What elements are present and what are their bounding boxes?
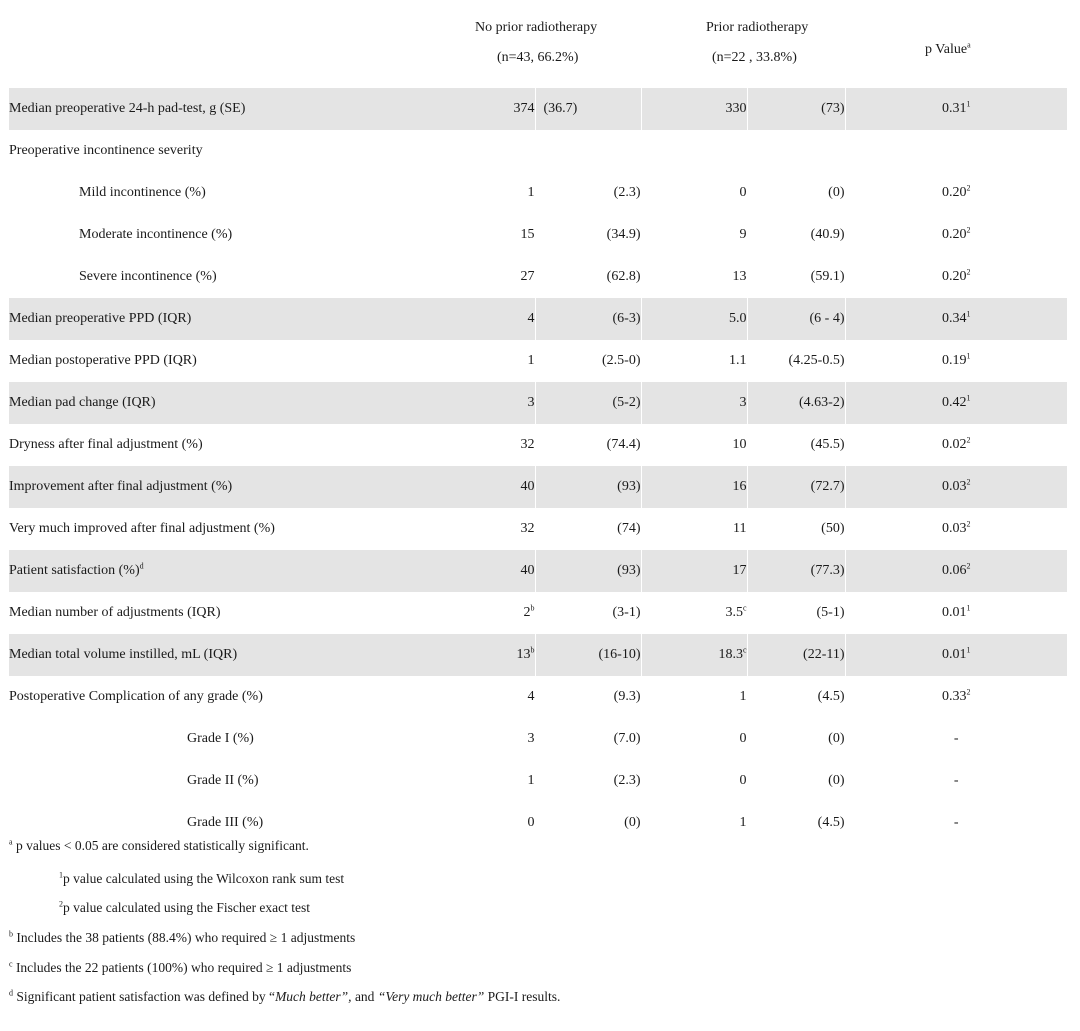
prior-rt-value-cell	[641, 172, 747, 214]
row-label-text: Grade I (%)	[187, 731, 254, 746]
p-value-cell	[845, 382, 1067, 424]
no-rt-spread-cell	[535, 172, 641, 214]
table-row	[9, 466, 1067, 508]
prior-rt-spread: (4.25-0.5)	[788, 353, 845, 368]
p-value-cell	[845, 130, 1067, 172]
footnote-2-text: p value calculated using the Fischer exact test	[63, 900, 311, 915]
prior-rt-spread: (45.5)	[810, 437, 845, 452]
prior-rt-spread-cell	[747, 172, 845, 214]
table-row	[9, 508, 1067, 550]
table-row	[9, 592, 1067, 634]
no-rt-value: 4	[527, 689, 535, 704]
table-row	[9, 88, 1067, 130]
no-rt-spread-cell	[535, 550, 641, 592]
row-label-text: Very much improved after final adjustment (%)	[9, 521, 275, 536]
p-value: -	[953, 731, 959, 746]
no-rt-value-cell	[465, 592, 535, 634]
no-rt-spread-cell	[535, 634, 641, 676]
no-rt-spread-cell	[535, 256, 641, 298]
footnote-2-mark: 2	[59, 899, 63, 909]
prior-rt-value: 1	[739, 815, 747, 830]
no-rt-spread-cell	[535, 214, 641, 256]
p-value-test-mark: 1	[966, 603, 971, 613]
table-row	[9, 718, 1067, 760]
row-label-text: Grade II (%)	[187, 773, 259, 788]
footnote-a	[9, 838, 309, 854]
group1-n: (n=43, 66.2%)	[497, 50, 579, 65]
p-value-test-mark: 1	[966, 351, 971, 361]
prior-rt-spread-cell	[747, 298, 845, 340]
footnote-c-text: Includes the 22 patients (100%) who required ≥ 1 adjustments	[12, 960, 352, 975]
table-row	[9, 382, 1067, 424]
prior-rt-spread: (4.5)	[817, 815, 845, 830]
prior-rt-spread: (0)	[828, 185, 845, 200]
p-value-test-mark: 1	[966, 393, 971, 403]
p-value: 0.19	[942, 353, 967, 368]
p-value-header	[925, 42, 971, 58]
row-label-text: Postoperative Complication of any grade (%)	[9, 689, 263, 704]
row-label-text: Median postoperative PPD (IQR)	[9, 353, 197, 368]
table-row	[9, 760, 1067, 802]
footnote-b-text: Includes the 38 patients (88.4%) who required ≥ 1 adjustments	[13, 930, 356, 945]
table-row	[9, 634, 1067, 676]
prior-rt-spread-cell	[747, 130, 845, 172]
no-rt-spread-cell	[535, 298, 641, 340]
no-rt-value-cell	[465, 214, 535, 256]
prior-rt-value: 3	[739, 395, 747, 410]
no-rt-spread: (62.8)	[606, 269, 641, 284]
row-label	[9, 676, 465, 718]
prior-rt-value: 0	[739, 773, 747, 788]
prior-rt-spread-cell	[747, 802, 845, 844]
p-value-cell	[845, 802, 1067, 844]
no-rt-value: 1	[527, 353, 535, 368]
group2-n: (n=22 , 33.8%)	[712, 50, 797, 65]
no-rt-value: 2	[523, 605, 531, 620]
no-rt-spread: (7.0)	[613, 731, 641, 746]
prior-rt-value: 17	[732, 563, 747, 578]
no-rt-spread-cell	[535, 802, 641, 844]
row-label-text: Median preoperative PPD (IQR)	[9, 311, 192, 326]
table-row	[9, 676, 1067, 718]
no-rt-value-cell	[465, 424, 535, 466]
p-value: 0.20	[942, 269, 967, 284]
prior-rt-spread-cell	[747, 424, 845, 466]
p-value-cell	[845, 340, 1067, 382]
prior-rt-value: 0	[739, 185, 747, 200]
no-rt-spread: (93)	[617, 479, 641, 494]
no-rt-value-cell	[465, 88, 535, 130]
footnote-d-mark: d	[9, 988, 13, 998]
prior-rt-spread: (22-11)	[803, 647, 845, 662]
footnote-d-text-1: Significant patient satisfaction was defined by “	[13, 989, 276, 1004]
p-value: 0.34	[942, 311, 967, 326]
prior-rt-value-footnote-mark: c	[742, 645, 747, 655]
prior-rt-value-cell	[641, 592, 747, 634]
row-label-text: Grade III (%)	[187, 815, 264, 830]
prior-rt-value: 330	[725, 101, 747, 116]
p-value: 0.42	[942, 395, 967, 410]
prior-rt-value-cell	[641, 718, 747, 760]
no-rt-spread: (0)	[624, 815, 641, 830]
footnote-d	[9, 989, 560, 1005]
row-label	[9, 718, 465, 760]
prior-rt-value-cell	[641, 634, 747, 676]
p-value: 0.03	[942, 521, 967, 536]
prior-rt-value: 11	[733, 521, 747, 536]
no-rt-value: 40	[520, 479, 535, 494]
row-label-text: Dryness after final adjustment (%)	[9, 437, 203, 452]
no-rt-spread: (2.5-0)	[602, 353, 641, 368]
prior-rt-spread-cell	[747, 508, 845, 550]
no-rt-value-cell	[465, 676, 535, 718]
footnote-1-mark: 1	[59, 870, 63, 880]
no-rt-spread-cell	[535, 340, 641, 382]
footnote-b	[9, 930, 355, 946]
prior-rt-value-cell	[641, 298, 747, 340]
prior-rt-value-footnote-mark: c	[742, 603, 747, 613]
no-rt-spread-cell	[535, 424, 641, 466]
footnote-a-text: p values < 0.05 are considered statistically significant.	[12, 838, 309, 853]
no-rt-spread-cell	[535, 718, 641, 760]
p-value-test-mark: 2	[966, 267, 971, 277]
prior-rt-value-cell	[641, 382, 747, 424]
prior-rt-spread-cell	[747, 214, 845, 256]
no-rt-value: 0	[527, 815, 535, 830]
table-row	[9, 256, 1067, 298]
footnote-d-italic-1: Much better”,	[275, 989, 352, 1004]
no-rt-value-cell	[465, 550, 535, 592]
table-row	[9, 172, 1067, 214]
p-value: 0.02	[942, 437, 967, 452]
row-label	[9, 172, 465, 214]
footnote-c-mark: c	[9, 959, 13, 969]
no-rt-value-cell	[465, 802, 535, 844]
no-rt-value: 32	[520, 521, 535, 536]
prior-rt-value: 9	[739, 227, 747, 242]
row-label	[9, 298, 465, 340]
no-rt-spread-cell	[535, 130, 641, 172]
no-rt-value: 27	[520, 269, 535, 284]
prior-rt-spread-cell	[747, 550, 845, 592]
results-table-body	[9, 88, 1067, 844]
no-rt-spread-cell	[535, 592, 641, 634]
row-label	[9, 256, 465, 298]
p-value-cell	[845, 466, 1067, 508]
prior-rt-value: 1.1	[729, 353, 747, 368]
no-rt-value-cell	[465, 130, 535, 172]
p-value-test-mark: 2	[966, 183, 971, 193]
no-rt-value-footnote-mark: b	[530, 645, 535, 655]
row-label	[9, 88, 465, 130]
no-rt-spread: (5-2)	[612, 395, 641, 410]
row-label	[9, 550, 465, 592]
row-label	[9, 382, 465, 424]
no-rt-value-cell	[465, 298, 535, 340]
p-value: -	[953, 815, 959, 830]
table-row	[9, 298, 1067, 340]
prior-rt-spread: (4.5)	[817, 689, 845, 704]
prior-rt-spread: (50)	[821, 521, 845, 536]
footnote-1	[59, 871, 344, 887]
p-value-test-mark: 1	[966, 645, 971, 655]
prior-rt-value: 18.3	[718, 647, 743, 662]
p-value-cell	[845, 508, 1067, 550]
no-rt-spread: (34.9)	[606, 227, 641, 242]
no-rt-spread: (9.3)	[613, 689, 641, 704]
table-row	[9, 130, 1067, 172]
no-rt-value: 40	[520, 563, 535, 578]
prior-rt-value: 5.0	[729, 311, 747, 326]
p-value-cell	[845, 676, 1067, 718]
footnote-c	[9, 960, 351, 976]
prior-rt-value: 1	[739, 689, 747, 704]
p-value-cell	[845, 172, 1067, 214]
p-value: 0.20	[942, 227, 967, 242]
p-value-test-mark: 2	[966, 477, 971, 487]
prior-rt-spread: (72.7)	[810, 479, 845, 494]
prior-rt-value: 0	[739, 731, 747, 746]
p-value: 0.06	[942, 563, 967, 578]
no-rt-value: 13	[516, 647, 531, 662]
prior-rt-value-cell	[641, 88, 747, 130]
prior-rt-value: 3.5	[725, 605, 743, 620]
footnote-d-italic-2: “Very much better”	[377, 989, 485, 1004]
no-rt-spread-cell	[535, 676, 641, 718]
prior-rt-spread-cell	[747, 382, 845, 424]
prior-rt-value: 16	[732, 479, 747, 494]
no-rt-spread: (2.3)	[613, 773, 641, 788]
row-label-text: Patient satisfaction (%)	[9, 563, 140, 578]
no-rt-value-cell	[465, 340, 535, 382]
p-value-cell	[845, 298, 1067, 340]
prior-rt-spread: (5-1)	[816, 605, 845, 620]
prior-rt-value-cell	[641, 424, 747, 466]
footnote-b-mark: b	[9, 929, 13, 939]
no-rt-value-cell	[465, 466, 535, 508]
no-rt-value-cell	[465, 760, 535, 802]
p-value-footnote-mark: a	[967, 40, 971, 50]
no-rt-spread: (74)	[617, 521, 641, 536]
p-value: -	[953, 773, 959, 788]
p-value-cell	[845, 550, 1067, 592]
row-label-text: Improvement after final adjustment (%)	[9, 479, 233, 494]
prior-rt-spread: (4.63-2)	[799, 395, 845, 410]
no-rt-spread: (16-10)	[598, 647, 641, 662]
prior-rt-spread-cell	[747, 676, 845, 718]
no-rt-value: 3	[527, 395, 535, 410]
prior-rt-spread-cell	[747, 256, 845, 298]
prior-rt-spread-cell	[747, 718, 845, 760]
prior-rt-spread: (73)	[821, 101, 845, 116]
p-value-cell	[845, 256, 1067, 298]
no-rt-value-cell	[465, 256, 535, 298]
no-rt-value: 1	[527, 185, 535, 200]
footnote-d-text-2: and	[351, 989, 378, 1004]
no-rt-spread-cell	[535, 760, 641, 802]
row-label	[9, 592, 465, 634]
p-value-label: p Value	[925, 42, 968, 57]
results-table	[9, 88, 1067, 844]
no-rt-value-cell	[465, 382, 535, 424]
row-label	[9, 634, 465, 676]
row-label	[9, 508, 465, 550]
table-header	[0, 0, 1080, 86]
row-label	[9, 760, 465, 802]
prior-rt-value-cell	[641, 340, 747, 382]
no-rt-value-cell	[465, 172, 535, 214]
p-value-cell	[845, 214, 1067, 256]
p-value-cell	[845, 634, 1067, 676]
no-rt-value: 1	[527, 773, 535, 788]
row-label-text: Mild incontinence (%)	[79, 185, 206, 200]
p-value-test-mark: 2	[966, 225, 971, 235]
prior-rt-value: 13	[732, 269, 747, 284]
prior-rt-spread-cell	[747, 466, 845, 508]
no-rt-spread-cell	[535, 88, 641, 130]
prior-rt-spread-cell	[747, 634, 845, 676]
group2-title: Prior radiotherapy	[706, 20, 809, 35]
p-value-test-mark: 2	[966, 561, 971, 571]
prior-rt-spread-cell	[747, 340, 845, 382]
row-label-text: Median pad change (IQR)	[9, 395, 156, 410]
p-value: 0.33	[942, 689, 967, 704]
no-rt-spread-cell	[535, 466, 641, 508]
table-row	[9, 214, 1067, 256]
p-value-cell	[845, 760, 1067, 802]
row-label	[9, 466, 465, 508]
no-rt-value: 32	[520, 437, 535, 452]
prior-rt-value-cell	[641, 550, 747, 592]
row-label-text: Median preoperative 24-h pad-test, g (SE)	[9, 101, 246, 116]
prior-rt-value-cell	[641, 130, 747, 172]
p-value: 0.31	[942, 101, 967, 116]
prior-rt-value-cell	[641, 508, 747, 550]
prior-rt-spread: (40.9)	[810, 227, 845, 242]
row-label	[9, 214, 465, 256]
prior-rt-value-cell	[641, 256, 747, 298]
no-rt-value: 15	[520, 227, 535, 242]
no-rt-value-cell	[465, 508, 535, 550]
row-label-text: Moderate incontinence (%)	[79, 227, 233, 242]
prior-rt-spread-cell	[747, 592, 845, 634]
footnote-d-text-3: PGI-I results.	[484, 989, 561, 1004]
no-rt-value-footnote-mark: b	[530, 603, 535, 613]
no-rt-spread: (74.4)	[606, 437, 641, 452]
p-value: 0.03	[942, 479, 967, 494]
table-row	[9, 424, 1067, 466]
no-rt-spread: (6-3)	[612, 311, 641, 326]
prior-rt-value-cell	[641, 466, 747, 508]
prior-rt-value-cell	[641, 802, 747, 844]
no-rt-spread: (3-1)	[612, 605, 641, 620]
table-row	[9, 550, 1067, 592]
no-rt-spread-cell	[535, 382, 641, 424]
prior-rt-value-cell	[641, 760, 747, 802]
prior-rt-spread: (77.3)	[810, 563, 845, 578]
row-label	[9, 424, 465, 466]
group1-title: No prior radiotherapy	[475, 20, 598, 35]
no-rt-spread: (93)	[617, 563, 641, 578]
no-rt-spread: (36.7)	[543, 101, 578, 116]
p-value: 0.20	[942, 185, 967, 200]
row-label-text: Median number of adjustments (IQR)	[9, 605, 221, 620]
p-value-test-mark: 1	[966, 99, 971, 109]
p-value-test-mark: 2	[966, 519, 971, 529]
footnote-a-mark: a	[9, 837, 13, 847]
p-value-cell	[845, 88, 1067, 130]
prior-rt-value-cell	[641, 214, 747, 256]
prior-rt-spread-cell	[747, 88, 845, 130]
p-value-cell	[845, 592, 1067, 634]
prior-rt-spread: (59.1)	[810, 269, 845, 284]
footnote-2	[59, 900, 310, 916]
p-value-test-mark: 1	[966, 309, 971, 319]
no-rt-value-cell	[465, 718, 535, 760]
prior-rt-value: 10	[732, 437, 747, 452]
prior-rt-spread: (0)	[828, 773, 845, 788]
row-label	[9, 130, 465, 172]
p-value: 0.01	[942, 605, 967, 620]
row-label-text: Preoperative incontinence severity	[9, 143, 203, 158]
p-value: 0.01	[942, 647, 967, 662]
row-label	[9, 340, 465, 382]
no-rt-spread: (2.3)	[613, 185, 641, 200]
row-label-footnote-mark: d	[139, 561, 144, 571]
table-row	[9, 340, 1067, 382]
p-value-test-mark: 2	[966, 687, 971, 697]
footnote-1-text: p value calculated using the Wilcoxon rank sum test	[63, 871, 345, 886]
no-rt-value: 3	[527, 731, 535, 746]
prior-rt-spread-cell	[747, 760, 845, 802]
no-rt-spread-cell	[535, 508, 641, 550]
prior-rt-spread: (6 - 4)	[809, 311, 845, 326]
no-rt-value: 374	[513, 101, 535, 116]
p-value-cell	[845, 718, 1067, 760]
no-rt-value: 4	[527, 311, 535, 326]
prior-rt-value-cell	[641, 676, 747, 718]
row-label-text: Severe incontinence (%)	[79, 269, 217, 284]
p-value-test-mark: 2	[966, 435, 971, 445]
p-value-cell	[845, 424, 1067, 466]
no-rt-value-cell	[465, 634, 535, 676]
prior-rt-spread: (0)	[828, 731, 845, 746]
row-label-text: Median total volume instilled, mL (IQR)	[9, 647, 238, 662]
